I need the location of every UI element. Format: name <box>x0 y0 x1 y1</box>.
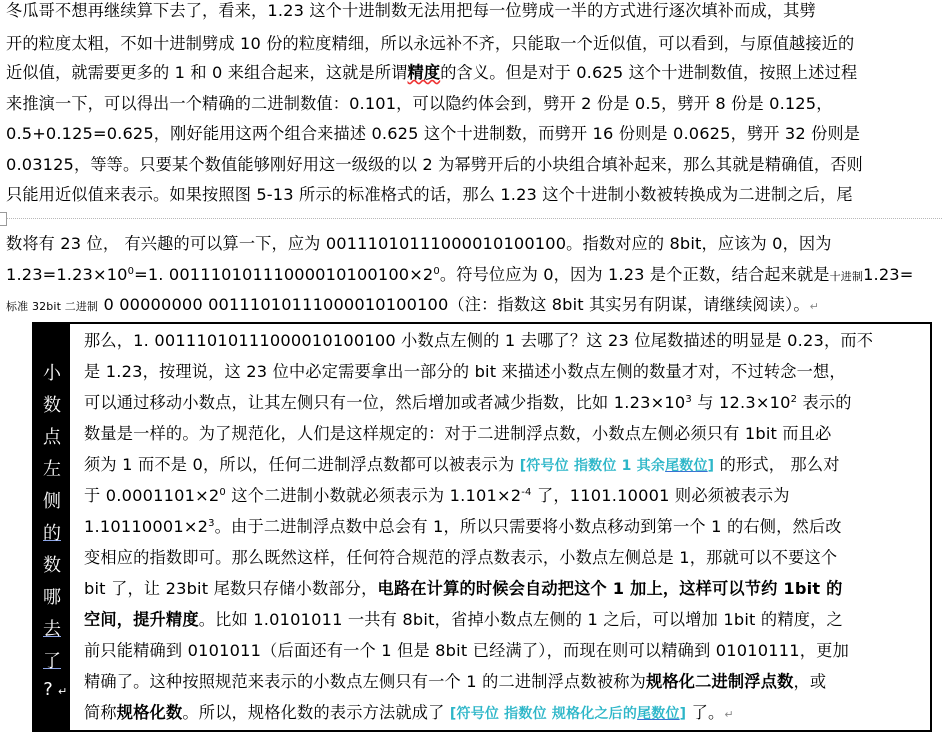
sidebar-char: 左 <box>43 459 61 480</box>
box-text-line <box>84 330 873 352</box>
text-run: 精确了。这种按照规范来表示的小数点左侧只有一个 1 的二进制浮点数被称为 <box>84 672 646 691</box>
text-run: 只能用近似值来表示。如果按照图 5-13 所示的标准格式的话，那么 1.23 这个十进制小数被转换成为二进制之后，尾 <box>6 185 853 204</box>
callout-sidebar <box>34 324 70 730</box>
sidebar-char: ? <box>43 679 53 700</box>
text-run: 简称 <box>84 703 117 722</box>
text-run: 的含义。但是对于 0.625 这个十进制数值，按照上述过程 <box>440 63 858 82</box>
text-run: 的形式， 那么对 <box>714 455 840 474</box>
page-break-marker <box>0 212 7 226</box>
superscript: 0 <box>219 487 226 498</box>
text-run: bit 了，让 23bit 尾数只存储小数部分， <box>84 579 378 598</box>
text-line <box>6 154 863 176</box>
page-break-rule <box>0 218 942 219</box>
text-line <box>6 264 913 288</box>
text-line <box>6 33 854 55</box>
subscript-label: 标准 32bit 二进制 <box>6 300 99 313</box>
text-run: 与 12.3×10 <box>691 393 791 412</box>
text-run: 0.5+0.125=0.625，刚好能用这两个组合来描述 0.625 这个十进制数，而劈开 16 份则是 0.0625，劈开 32 份则是 <box>6 124 861 143</box>
paragraph-mark: ↵ <box>58 685 68 698</box>
text-run: 于 0.0001101×2 <box>84 486 220 505</box>
sidebar-char: 点 <box>43 427 61 448</box>
text-run: 变相应的指数即可。那么既然这样，任何符合规范的浮点数表示，小数点左侧总是 1，那就可以不要这个 <box>84 548 838 567</box>
text-run: 数将有 23 位， 有兴趣的可以算一下，应为 00111010111000010100100。指数对应的 8bit，应该为 0，因为 <box>6 234 832 253</box>
bold-emphasis: 空间，提升精度 <box>84 610 199 629</box>
text-run: 数量是一样的。为了规范化，人们是这样规定的：对于二进制浮点数，小数点左侧必须只有 1bit 而且必 <box>84 424 832 443</box>
text-line <box>6 294 819 318</box>
text-run: 。比如 1.0101011 一共有 8bit，省掉小数点左侧的 1 之后，可以增加 1bit 的精度，之 <box>198 610 843 629</box>
text-run: 1.23= <box>863 265 914 284</box>
sidebar-char: 了 <box>43 651 61 672</box>
box-text-line <box>84 671 826 693</box>
text-run: 须为 1 而不是 0，所以，任何二进制浮点数都可以被表示为 <box>84 455 520 474</box>
sidebar-char: 侧 <box>43 491 61 512</box>
text-line <box>6 93 833 115</box>
text-run: 冬瓜哥不想再继续算下去了，看来，1.23 这个十进制数无法用把每一位劈成一半的方式进行逐次填补而成，其劈 <box>6 1 816 20</box>
sidebar-char: 哪 <box>43 587 61 608</box>
sidebar-char: 去 <box>43 619 61 640</box>
sidebar-char: 数 <box>43 555 61 576</box>
sidebar-char: 小 <box>43 363 61 384</box>
text-line <box>6 233 832 255</box>
text-run: 开的粒度太粗，不如十进制劈成 10 份的粒度精细，所以永远补不齐，只能取一个近似值，可以看到，与原值越接近的 <box>6 34 855 53</box>
text-run: ，或 <box>793 672 827 691</box>
bold-term: 规格化二进制浮点数 <box>645 672 794 691</box>
text-run: 是 1.23，按理说，这 23 位中必定需要拿出一部分的 bit 来描述小数点左侧的数量才对，不过转念一想， <box>84 362 846 381</box>
box-text-line <box>84 609 843 631</box>
box-text-line <box>84 702 734 726</box>
superscript: 3 <box>208 518 215 529</box>
box-text-line <box>84 516 842 538</box>
paragraph-mark: ↵ <box>809 300 820 313</box>
superscript: 2 <box>790 394 798 405</box>
text-run: 0 00000000 00111010111000010100100（注：指数这 8bit 其实另有阴谋，请继续阅读）。 <box>98 295 810 314</box>
text-run: 1.10110001×2 <box>84 517 209 536</box>
superscript: 3 <box>685 394 692 405</box>
text-run: ] <box>679 706 687 722</box>
paragraph-mark: ↵ <box>724 708 734 721</box>
text-line <box>6 62 857 84</box>
text-run: 近似值，就需要更多的 1 和 0 来组合起来，这就是所谓 <box>6 63 408 82</box>
text-run: 了，1101.10001 则必须被表示为 <box>531 486 790 505</box>
text-line <box>6 0 816 22</box>
text-run: 来推演一下，可以得出一个精确的二进制数值：0.101，可以隐约体会到，劈开 2 份是 0.5，劈开 8 份是 0.125， <box>6 94 833 113</box>
text-run: 。所以，规格化数的表示方法就成了 <box>182 703 450 722</box>
superscript: 0 <box>433 266 440 277</box>
text-run: 那么，1. 00111010111000010100100 小数点左侧的 1 去哪了？这 23 位尾数描述的明显是 0.23，而不 <box>84 331 874 350</box>
text-run: 表示的 <box>797 393 852 412</box>
text-run: 可以通过移动小数点，让其左侧只有一位，然后增加或者减少指数，比如 1.23×10 <box>84 393 686 412</box>
text-run: 尾数位 <box>665 458 708 474</box>
text-run: 。由于二进制浮点数中总会有 1，所以只需要将小数点移动到第一个 1 的右侧，然后改 <box>214 517 842 536</box>
text-run: ] <box>707 458 715 474</box>
bold-term: 规格化数 <box>116 703 183 722</box>
box-text-line <box>84 547 837 569</box>
box-text-line <box>84 485 790 507</box>
box-text-line <box>84 454 840 477</box>
sidebar-char: 数 <box>43 395 61 416</box>
text-run: 1.23=1.23×10 <box>6 265 128 284</box>
box-text-line <box>84 578 843 600</box>
bold-term: 精度 <box>407 63 441 82</box>
text-run: [符号位 指数位 规格化之后的 <box>449 706 638 722</box>
box-text-line <box>84 423 832 445</box>
highlighted-format <box>450 706 686 722</box>
box-text-line <box>84 640 849 662</box>
text-run: 了。 <box>686 703 725 722</box>
bold-emphasis: 电路在计算的时候会自动把这个 1 加上，这样可以节约 1bit 的 <box>377 579 843 598</box>
text-line <box>6 184 853 206</box>
box-text-line <box>84 392 852 414</box>
subscript-label: 十进制 <box>829 270 864 283</box>
text-run: 尾数位 <box>637 706 680 722</box>
text-run: 。符号位应为 0，因为 1.23 是个正数，结合起来就是 <box>439 265 830 284</box>
text-run: [符号位 指数位 1 其余 <box>519 458 666 474</box>
superscript: -4 <box>521 487 532 498</box>
text-line <box>6 123 860 145</box>
callout-box <box>32 322 932 732</box>
text-run: =1. 00111010111000010100100×2 <box>134 265 434 284</box>
box-text-line <box>84 361 846 383</box>
superscript: 0 <box>127 266 135 277</box>
text-run: 前只能精确到 0101011（后面还有一个 1 但是 8bit 已经满了），而现在则可以精确到 01010111，更加 <box>84 641 849 660</box>
highlighted-format <box>520 458 715 474</box>
text-run: 这个二进制小数就必须表示为 1.101×2 <box>225 486 522 505</box>
text-run: 0.03125，等等。只要某个数值能够刚好用这一级级的以 2 为幂劈开后的小块组合填补起来，那么其就是精确值，否则 <box>6 155 863 174</box>
sidebar-char: 的 <box>43 523 61 544</box>
